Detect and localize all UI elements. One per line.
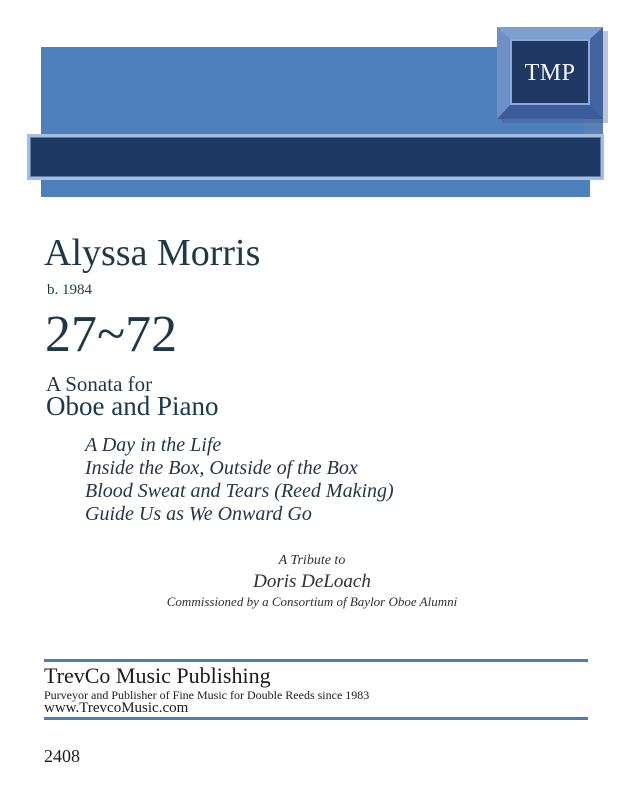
tmp-logo [497,27,603,119]
movement-item: Guide Us as We Onward Go [85,503,312,525]
work-title: 27~72 [45,306,178,363]
divider-line-top [44,659,588,662]
banner-title-bar [27,134,604,180]
publisher-tagline: Purveyor and Publisher of Fine Music for Double Reeds since 1983 [44,688,370,702]
composer-birth-year: b. 1984 [47,282,92,298]
movement-item: A Day in the Life [85,434,222,456]
dedication-name: Doris DeLoach [253,571,371,592]
composer-name: Alyssa Morris [44,232,261,274]
movement-item: Inside the Box, Outside of the Box [85,457,358,479]
tmp-logo-text: TMP [524,60,576,86]
catalog-number: 2408 [44,746,80,766]
publisher-name: TrevCo Music Publishing [44,663,271,688]
tmp-logo-inner [510,39,590,105]
publisher-website: www.TrevcoMusic.com [44,700,189,716]
work-subtitle-line1: A Sonata for [46,372,153,396]
dedication-block [62,553,562,609]
movement-item: Blood Sweat and Tears (Reed Making) [85,480,394,502]
dedication-intro: A Tribute to [278,553,346,568]
work-subtitle-line2: Oboe and Piano [46,391,219,421]
dedication-commission: Commissioned by a Consortium of Baylor Oboe Alumni [166,594,458,609]
divider-line-bottom [44,717,588,720]
movement-list [85,434,394,526]
